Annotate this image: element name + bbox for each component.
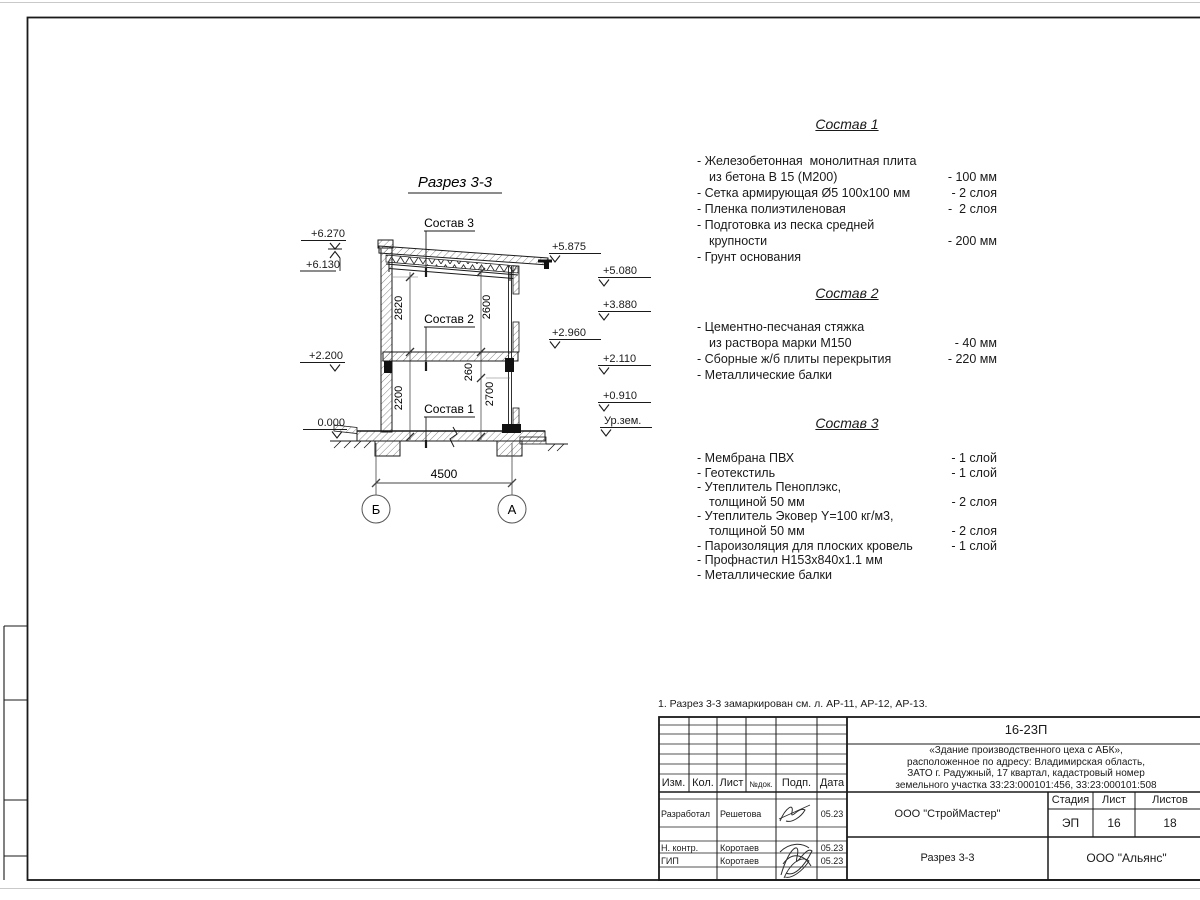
row-gip-role: ГИП [661, 856, 679, 866]
elev-2960: +2.960 [552, 327, 586, 339]
layer-label-text: Состав 1 [424, 402, 474, 416]
list-item [697, 367, 997, 383]
list-item [697, 568, 997, 583]
list-item [697, 451, 997, 466]
composition-list-3 [697, 415, 997, 582]
item-value: - 2 слоя [951, 494, 997, 509]
list-item [697, 539, 997, 554]
item-text: - Сборные ж/б плиты перекрытия [697, 352, 892, 366]
section-title: Разрез 3-3 [417, 174, 493, 191]
row-checker-date: 05.23 [820, 843, 844, 853]
row-gip-date: 05.23 [820, 856, 844, 866]
elev-6130: +6.130 [306, 259, 340, 271]
list-item [697, 466, 997, 481]
list-1-title: Состав 1 [815, 116, 879, 132]
item-text: - Пленка полиэтиленовая [697, 202, 846, 216]
col-data: Дата [819, 777, 845, 789]
item-text: - Утеплитель Пеноплэкс, [697, 480, 842, 495]
sheets-label: Листов [1152, 794, 1188, 806]
project-description [852, 745, 1200, 791]
doc-number: 16-23П [1004, 722, 1048, 737]
item-value: - 200 мм [947, 234, 997, 248]
layer-label-text: Состав 3 [424, 216, 474, 230]
building-section [330, 240, 568, 456]
elev-5080: +5.080 [603, 265, 637, 277]
item-text: - Утеплитель Эковер Y=100 кг/м3, [697, 509, 894, 524]
item-text: - Сетка армирующая Ø5 100х100 мм [697, 186, 911, 200]
signature-developer [779, 805, 810, 821]
row-checker-role: Н. контр. [661, 843, 699, 853]
elev-6270: +6.270 [311, 228, 345, 240]
item-text: толщиной 50 мм [709, 494, 805, 509]
list-item [697, 153, 997, 169]
col-kol: Кол. [692, 777, 714, 789]
elev-3880: +3.880 [603, 299, 637, 311]
sheet-note: 1. Разрез 3-3 замаркирован см. л. АР-11, АР-12, АР-13. [658, 698, 928, 710]
list-item [697, 524, 997, 539]
dim-260: 260 [463, 362, 475, 382]
sheet-label: Лист [1102, 794, 1126, 806]
list-item [697, 201, 997, 217]
item-text: - Металлические балки [697, 567, 832, 582]
item-value: - 100 мм [947, 170, 997, 184]
elev-0000: 0.000 [317, 417, 345, 429]
axis-label-b: Б [371, 502, 381, 517]
description-line: ЗАТО г. Радужный, 17 квартал, кадастровый номер [907, 768, 1145, 780]
elevation-marks-left [300, 228, 347, 438]
list-item [697, 553, 997, 568]
col-podp: Подп. [781, 777, 812, 789]
item-value: - 40 мм [954, 336, 997, 350]
drawing-name: Разрез 3-3 [920, 852, 975, 864]
row-checker-name: Коротаев [720, 843, 759, 853]
elev-ground-level: Ур.зем. [604, 415, 642, 427]
dim-2600: 2600 [481, 294, 493, 320]
item-value: - 1 слой [951, 451, 997, 465]
list-2-title: Состав 2 [815, 285, 879, 301]
dim-2820: 2820 [393, 295, 405, 321]
item-text: из бетона В 15 (М200) [709, 170, 838, 184]
sheet-value: 16 [1107, 816, 1121, 830]
list-item [697, 217, 997, 233]
item-value: - 2 слоя [948, 202, 997, 216]
list-item [697, 509, 997, 524]
elev-0910: +0.910 [603, 390, 637, 402]
list-item [697, 495, 997, 510]
section-view [300, 174, 652, 523]
item-text: - Профнастил Н153х840х1.1 мм [697, 553, 883, 568]
composition-list-2 [697, 285, 997, 383]
org-bottom: ООО "Альянс" [1086, 851, 1167, 865]
elev-2110: +2.110 [603, 353, 637, 365]
dim-4500: 4500 [430, 467, 458, 481]
row-gip-name: Коротаев [720, 856, 759, 866]
row-developer-date: 05.23 [820, 809, 844, 819]
row-developer-name: Решетова [720, 809, 762, 819]
axis-label-a: А [507, 502, 517, 517]
left-margin-stamp [4, 626, 28, 880]
list-item [697, 335, 997, 351]
list-item [697, 233, 997, 249]
list-item [697, 249, 997, 265]
list-3-title: Состав 3 [815, 415, 879, 431]
dim-2200: 2200 [393, 385, 405, 411]
description-line: расположенное по адресу: Владимирская область, [907, 756, 1145, 768]
item-text: - Железобетонная монолитная плита [697, 154, 917, 168]
stage-value: ЭП [1061, 816, 1080, 830]
layer-label-sostav2 [424, 312, 475, 371]
elevation-marks-right [549, 241, 652, 436]
col-ndok: №док. [749, 780, 773, 789]
description-line: земельного участка 33:23:000101:456, 33:23:000101:508 [895, 779, 1157, 791]
item-value: - 1 слой [951, 465, 997, 480]
item-text: - Грунт основания [697, 250, 802, 264]
row-developer-role: Разработал [661, 809, 710, 819]
item-text: - Пароизоляция для плоских кровель [697, 538, 913, 553]
item-value: - 1 слой [951, 538, 997, 553]
composition-list-1 [697, 116, 997, 265]
elev-2200: +2.200 [309, 350, 343, 362]
stage-label: Стадия [1051, 794, 1090, 806]
item-text: - Геотекстиль [697, 465, 776, 480]
item-text: - Цементно-песчаная стяжка [697, 320, 865, 334]
list-item [697, 319, 997, 335]
org-top: ООО "СтройМастер" [894, 808, 1001, 820]
col-list: Лист [719, 777, 744, 789]
description-line: «Здание производственного цеха с АБК», [929, 745, 1123, 756]
item-text: - Металлические балки [697, 368, 832, 382]
item-text: - Подготовка из песка средней [697, 218, 875, 232]
item-text: крупности [709, 234, 768, 248]
item-text: - Мембрана ПВХ [697, 451, 795, 465]
item-text: из раствора марки М150 [709, 336, 852, 350]
item-value: - 2 слоя [951, 186, 997, 200]
sheets-value: 18 [1163, 816, 1177, 830]
list-item [697, 185, 997, 201]
list-item [697, 169, 997, 185]
dim-2700: 2700 [484, 381, 496, 407]
item-value: - 220 мм [947, 352, 997, 366]
elev-5875: +5.875 [552, 241, 586, 253]
signature-checker [780, 844, 812, 878]
item-value: - 2 слоя [951, 523, 997, 538]
list-item [697, 351, 997, 367]
item-text: толщиной 50 мм [709, 523, 805, 538]
list-item [697, 480, 997, 495]
col-izm: Изм. [661, 777, 686, 789]
layer-label-text: Состав 2 [424, 312, 474, 326]
